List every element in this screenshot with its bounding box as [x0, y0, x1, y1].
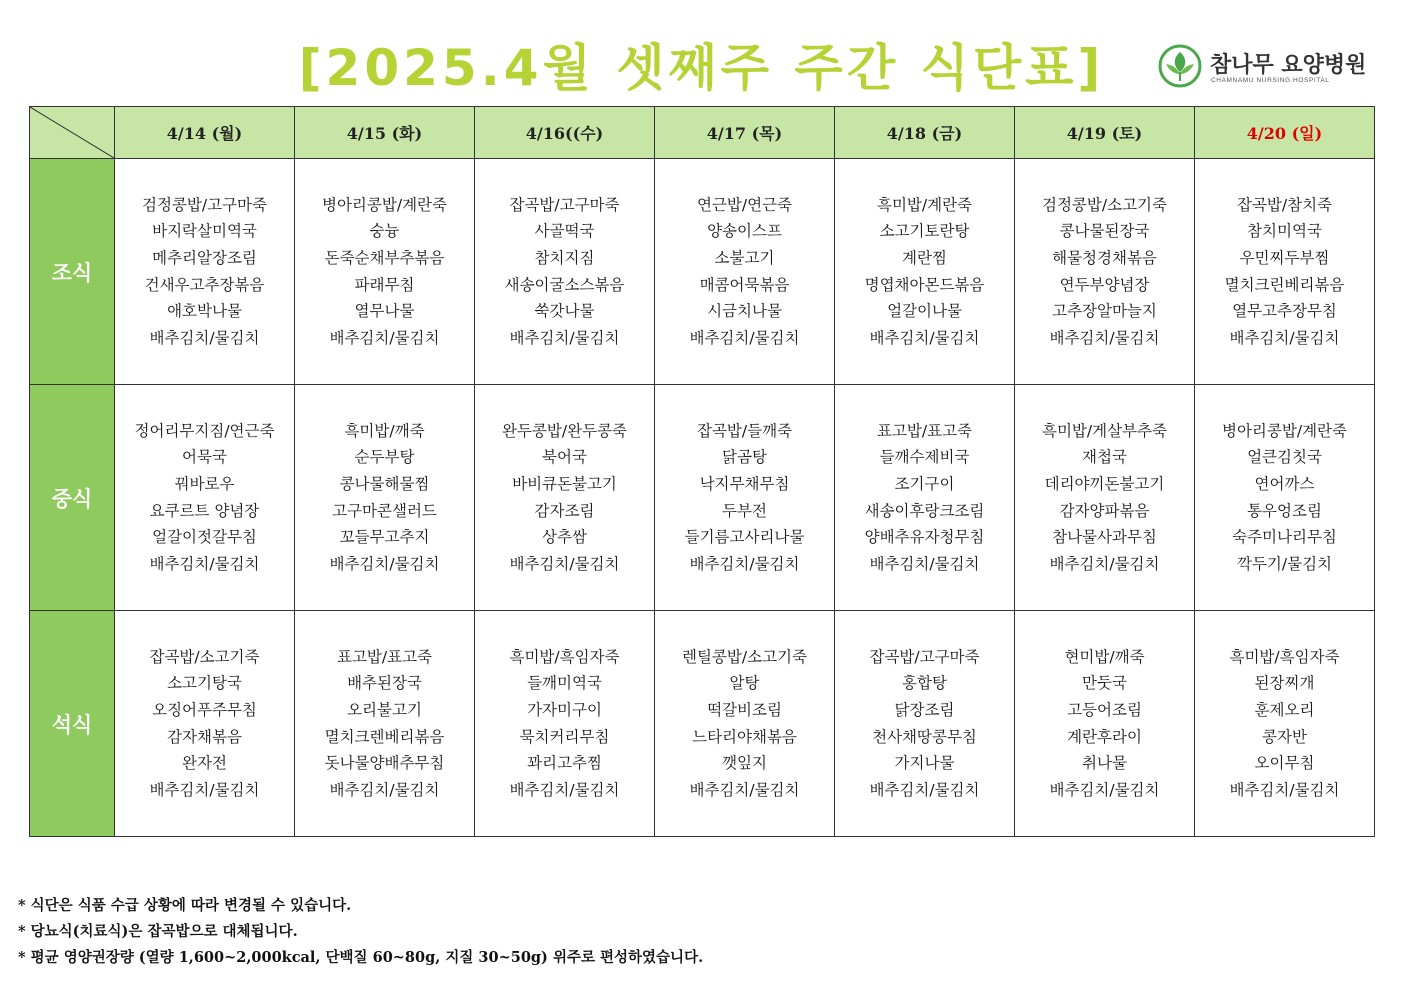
- menu-item: 닭곰탕: [722, 448, 767, 467]
- menu-cell: [295, 385, 475, 611]
- leaf-tree-icon: [1158, 44, 1202, 88]
- menu-item: 순두부탕: [354, 448, 415, 467]
- day-header-sunday: 4/20 (일): [1195, 107, 1375, 159]
- menu-item: 배추김치/물김치: [509, 554, 620, 573]
- menu-item: 병아리콩밥/계란죽: [1221, 421, 1347, 440]
- meal-row: [30, 611, 1375, 837]
- menu-cell: [115, 385, 295, 611]
- menu-item: 흑미밥/흑임자죽: [1229, 647, 1340, 666]
- menu-item: 꼬들무고추지: [339, 528, 430, 547]
- menu-item: 멸치크렌베리볶음: [324, 727, 445, 746]
- menu-item: 떡갈비조림: [707, 700, 782, 719]
- day-header: 4/15 (화): [295, 107, 475, 159]
- menu-item: 천사채땅콩무침: [872, 727, 977, 746]
- weekly-menu-table: [29, 106, 1375, 837]
- menu-item: 렌틸콩밥/소고기죽: [681, 647, 807, 666]
- menu-cell: [475, 611, 655, 837]
- menu-item: 계란후라이: [1067, 727, 1142, 746]
- menu-item: 배추김치/물김치: [509, 328, 620, 347]
- meal-row: [30, 385, 1375, 611]
- menu-item: 콩자반: [1262, 727, 1307, 746]
- menu-item: 느타리야채볶음: [692, 727, 797, 746]
- menu-item: 닭장조림: [894, 700, 955, 719]
- menu-item: 잡곡밥/참치죽: [1236, 195, 1333, 214]
- menu-item: 연어까스: [1254, 474, 1315, 493]
- menu-item: 배추김치/물김치: [149, 780, 260, 799]
- meal-row: [30, 159, 1375, 385]
- menu-item: 배추된장국: [347, 674, 422, 693]
- menu-item: 흑미밥/깨죽: [344, 421, 425, 440]
- menu-item: 흑미밥/흑임자죽: [509, 647, 620, 666]
- menu-item: 요쿠르트 양념장: [149, 501, 260, 520]
- menu-item: 콩나물된장국: [1059, 222, 1150, 241]
- menu-cell: [1195, 385, 1375, 611]
- menu-cell: [1015, 611, 1195, 837]
- menu-item: 현미밥/깨죽: [1064, 647, 1145, 666]
- menu-item: 참나물사과무침: [1052, 528, 1157, 547]
- menu-item: 통우엉조림: [1247, 501, 1322, 520]
- hospital-logo: [1158, 44, 1378, 90]
- menu-item: 조기구이: [894, 474, 955, 493]
- menu-item: 오리불고기: [347, 700, 422, 719]
- menu-cell: [295, 611, 475, 837]
- menu-cell: [1195, 159, 1375, 385]
- menu-item: 배추김치/물김치: [149, 554, 260, 573]
- menu-item: 열무나물: [354, 302, 415, 321]
- menu-item: 새송이후랑크조림: [864, 501, 985, 520]
- menu-item: 시금치나물: [707, 302, 782, 321]
- menu-item: 열무고추장무침: [1232, 302, 1337, 321]
- menu-item: 명엽채아몬드볶음: [864, 275, 985, 294]
- menu-item: 흑미밥/계란죽: [876, 195, 973, 214]
- menu-cell: [475, 385, 655, 611]
- menu-item: 건새우고추장볶음: [144, 275, 265, 294]
- menu-item: 쑥갓나물: [534, 302, 595, 321]
- menu-cell: [115, 159, 295, 385]
- menu-cell: [655, 385, 835, 611]
- note-line: * 당뇨식(치료식)은 잡곡밥으로 대체됩니다.: [18, 923, 298, 940]
- page-title: [2025.4월 셋째주 주간 식단표]: [298, 39, 1105, 97]
- menu-cell: [475, 159, 655, 385]
- menu-item: 양배추유자청무침: [864, 528, 985, 547]
- menu-item: 돗나물양배추무침: [324, 754, 445, 773]
- menu-item: 오이무침: [1254, 754, 1315, 773]
- menu-item: 우민찌두부찜: [1239, 248, 1330, 267]
- menu-item: 들깨수제비국: [879, 448, 970, 467]
- menu-item: 감자양파볶음: [1059, 501, 1150, 520]
- menu-item: 배추김치/물김치: [869, 554, 980, 573]
- menu-cell: [835, 611, 1015, 837]
- menu-item: 묵치커리무침: [519, 727, 610, 746]
- menu-item: 오징어푸주무침: [152, 700, 257, 719]
- menu-item: 얼갈이젓갈무침: [152, 528, 257, 547]
- note-line: * 평균 영양권장량 (열량 1,600~2,000kcal, 단백질 60~80g, 지질 30~50g) 위주로 편성하였습니다.: [18, 949, 704, 966]
- menu-item: 해물청경채볶음: [1052, 248, 1157, 267]
- hospital-name: 참나무 요양병원: [1210, 53, 1367, 78]
- menu-item: 배추김치/물김치: [869, 328, 980, 347]
- meal-label: 석식: [30, 611, 115, 837]
- menu-item: 연두부양념장: [1059, 275, 1150, 294]
- menu-item: 바비큐돈불고기: [512, 474, 617, 493]
- menu-item: 배추김치/물김치: [1229, 780, 1340, 799]
- menu-cell: [115, 611, 295, 837]
- menu-item: 얼큰김칫국: [1247, 448, 1322, 467]
- day-header: 4/19 (토): [1015, 107, 1195, 159]
- menu-item: 정어리무지짐/연근죽: [134, 421, 275, 440]
- menu-item: 만둣국: [1082, 674, 1127, 693]
- menu-item: 알탕: [729, 674, 760, 693]
- menu-item: 북어국: [542, 448, 587, 467]
- menu-item: 배추김치/물김치: [1049, 780, 1160, 799]
- menu-item: 매콤어묵볶음: [699, 275, 790, 294]
- menu-item: 소고기탕국: [167, 674, 242, 693]
- menu-item: 된장찌개: [1254, 674, 1315, 693]
- meal-label: 조식: [30, 159, 115, 385]
- menu-item: 멸치크린베리볶음: [1224, 275, 1345, 294]
- menu-item: 취나물: [1082, 754, 1127, 773]
- menu-item: 콩나물해물찜: [339, 474, 430, 493]
- menu-cell: [1015, 159, 1195, 385]
- menu-item: 들깨미역국: [527, 674, 602, 693]
- menu-item: 꿔바로우: [174, 474, 235, 493]
- menu-item: 배추김치/물김치: [329, 780, 440, 799]
- menu-item: 배추김치/물김치: [869, 780, 980, 799]
- menu-item: 돈죽순채부추볶음: [324, 248, 445, 267]
- menu-item: 메추리알장조림: [152, 248, 257, 267]
- menu-item: 배추김치/물김치: [149, 328, 260, 347]
- menu-item: 고구마콘샐러드: [332, 501, 437, 520]
- notes: [18, 893, 703, 971]
- menu-cell: [1195, 611, 1375, 837]
- day-header: 4/17 (목): [655, 107, 835, 159]
- menu-item: 두부전: [722, 501, 767, 520]
- diagonal-line: [30, 107, 114, 158]
- menu-item: 새송이굴소스볶음: [504, 275, 625, 294]
- menu-item: 잡곡밥/소고기죽: [149, 647, 260, 666]
- menu-item: 배추김치/물김치: [1049, 554, 1160, 573]
- menu-item: 배추김치/물김치: [689, 780, 800, 799]
- menu-item: 배추김치/물김치: [329, 328, 440, 347]
- day-header: 4/18 (금): [835, 107, 1015, 159]
- menu-item: 계란찜: [902, 248, 947, 267]
- menu-item: 잡곡밥/고구마죽: [509, 195, 620, 214]
- menu-cell: [655, 611, 835, 837]
- menu-item: 고추장알마늘지: [1052, 302, 1157, 321]
- menu-item: 훈제오리: [1254, 700, 1315, 719]
- menu-item: 들기름고사리나물: [684, 528, 805, 547]
- menu-cell: [835, 159, 1015, 385]
- menu-item: 소불고기: [714, 248, 775, 267]
- day-header: 4/14 (월): [115, 107, 295, 159]
- menu-item: 재첩국: [1082, 448, 1127, 467]
- day-header: 4/16((수): [475, 107, 655, 159]
- menu-item: 연근밥/연근죽: [696, 195, 793, 214]
- menu-item: 감자채볶음: [167, 727, 242, 746]
- menu-item: 잡곡밥/들깨죽: [696, 421, 793, 440]
- menu-item: 바지락살미역국: [152, 222, 257, 241]
- menu-cell: [655, 159, 835, 385]
- menu-item: 꽈리고추찜: [527, 754, 602, 773]
- menu-item: 참치미역국: [1247, 222, 1322, 241]
- menu-item: 표고밥/표고죽: [876, 421, 973, 440]
- menu-item: 검정콩밥/소고기죽: [1041, 195, 1167, 214]
- menu-item: 낙지무채무침: [699, 474, 790, 493]
- menu-item: 숙주미나리무침: [1232, 528, 1337, 547]
- menu-item: 상추쌈: [542, 528, 587, 547]
- menu-item: 배추김치/물김치: [1049, 328, 1160, 347]
- menu-item: 잡곡밥/고구마죽: [869, 647, 980, 666]
- corner-cell: [30, 107, 115, 159]
- menu-item: 가지나물: [894, 754, 955, 773]
- menu-item: 고등어조림: [1067, 700, 1142, 719]
- menu-cell: [1015, 385, 1195, 611]
- menu-item: 완두콩밥/완두콩죽: [501, 421, 627, 440]
- menu-item: 검정콩밥/고구마죽: [141, 195, 267, 214]
- menu-item: 숭늉: [369, 222, 400, 241]
- menu-item: 배추김치/물김치: [689, 554, 800, 573]
- menu-item: 홍합탕: [902, 674, 947, 693]
- meal-label: 중식: [30, 385, 115, 611]
- menu-item: 양송이스프: [707, 222, 782, 241]
- menu-item: 참치지짐: [534, 248, 595, 267]
- menu-item: 소고기토란탕: [879, 222, 970, 241]
- menu-item: 흑미밥/게살부추죽: [1041, 421, 1167, 440]
- menu-item: 배추김치/물김치: [509, 780, 620, 799]
- hospital-subtitle: CHAMNAMU NURSING HOSPITAL: [1211, 77, 1330, 84]
- menu-item: 배추김치/물김치: [329, 554, 440, 573]
- menu-item: 깍두기/물김치: [1236, 554, 1333, 573]
- note-line: * 식단은 식품 수급 상황에 따라 변경될 수 있습니다.: [18, 897, 352, 914]
- menu-item: 가자미구이: [527, 700, 602, 719]
- menu-cell: [295, 159, 475, 385]
- menu-item: 얼갈이나물: [887, 302, 962, 321]
- menu-item: 완자전: [182, 754, 227, 773]
- menu-item: 파래무침: [354, 275, 415, 294]
- menu-cell: [835, 385, 1015, 611]
- menu-item: 배추김치/물김치: [1229, 328, 1340, 347]
- menu-item: 애호박나물: [167, 302, 242, 321]
- menu-item: 표고밥/표고죽: [336, 647, 433, 666]
- menu-item: 데리야끼돈불고기: [1044, 474, 1165, 493]
- menu-item: 병아리콩밥/계란죽: [321, 195, 447, 214]
- menu-item: 어묵국: [182, 448, 227, 467]
- menu-item: 사골떡국: [534, 222, 595, 241]
- menu-item: 배추김치/물김치: [689, 328, 800, 347]
- menu-item: 깻잎지: [722, 754, 767, 773]
- menu-item: 감자조림: [534, 501, 595, 520]
- day-header-row: [30, 107, 1375, 159]
